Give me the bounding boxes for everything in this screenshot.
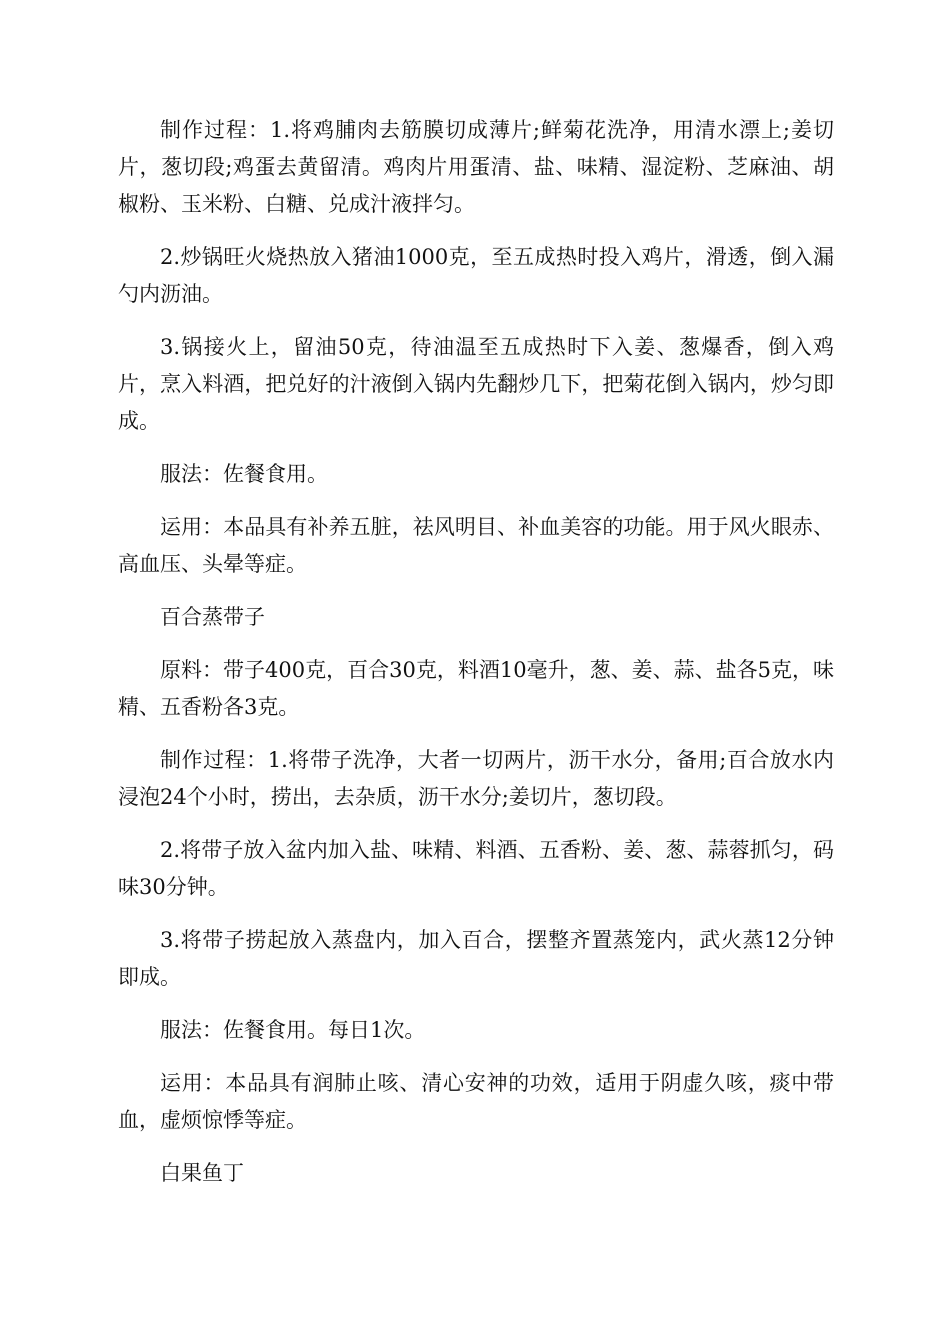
paragraph-scallops-prep-step1: 制作过程：1.将带子洗净，大者一切两片，沥干水分，备用;百合放水内浸泡24个小时，捞出，去杂质，沥干水分;姜切片，葱切段。 <box>118 748 834 809</box>
paragraph-scallops-usage: 服法：佐餐食用。每日1次。 <box>160 1018 426 1042</box>
document-body <box>118 112 834 1208</box>
paragraph-chicken-prep-step1: 制作过程：1.将鸡脯肉去筋膜切成薄片;鲜菊花洗净，用清水漂上;姜切片，葱切段;鸡蛋去黄留清。鸡肉片用蛋清、盐、味精、湿淀粉、芝麻油、胡椒粉、玉米粉、白糖、兑成汁液拌匀。 <box>118 118 834 216</box>
paragraph-scallops-effect: 运用：本品具有润肺止咳、清心安神的功效，适用于阴虚久咳，痰中带血，虚烦惊悸等症。 <box>118 1071 834 1132</box>
paragraph-chicken-usage: 服法：佐餐食用。 <box>160 462 328 486</box>
paragraph-chicken-effect: 运用：本品具有补养五脏，祛风明目、补血美容的功能。用于风火眼赤、高血压、头晕等症。 <box>118 515 834 576</box>
paragraph-scallops-ingredients: 原料：带子400克，百合30克，料酒10毫升，葱、姜、蒜、盐各5克，味精、五香粉各3克。 <box>118 658 834 719</box>
paragraph-scallops-prep-step2: 2.将带子放入盆内加入盐、味精、料酒、五香粉、姜、葱、蒜蓉抓匀，码味30分钟。 <box>118 838 834 899</box>
recipe-title-lily-scallops: 百合蒸带子 <box>160 605 265 629</box>
paragraph-chicken-prep-step3: 3.锅接火上，留油50克，待油温至五成热时下入姜、葱爆香，倒入鸡片，烹入料酒，把兑好的汁液倒入锅内先翻炒几下，把菊花倒入锅内，炒匀即成。 <box>118 335 834 433</box>
paragraph-chicken-prep-step2: 2.炒锅旺火烧热放入猪油1000克，至五成热时投入鸡片，滑透，倒入漏勺内沥油。 <box>118 245 834 306</box>
recipe-title-ginkgo-fish: 白果鱼丁 <box>160 1161 244 1185</box>
paragraph-scallops-prep-step3: 3.将带子捞起放入蒸盘内，加入百合，摆整齐置蒸笼内，武火蒸12分钟即成。 <box>118 928 834 989</box>
